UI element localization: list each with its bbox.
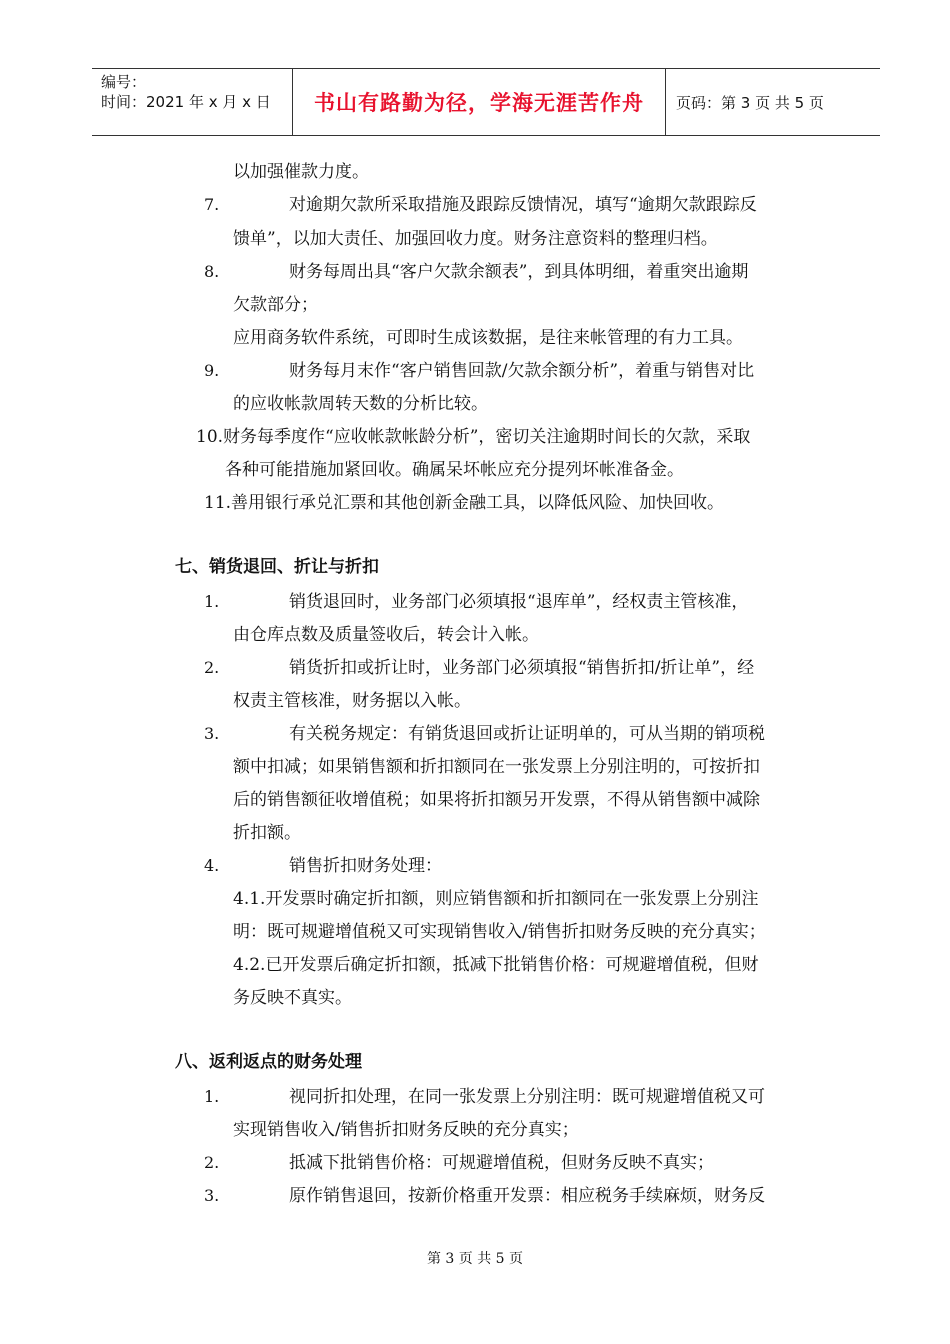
s7-item-2-line-1: 销货折扣或折让时，业务部门必须填报“销售折扣/折让单”，经 <box>289 658 755 678</box>
item-9-line-2: 的应收帐款周转天数的分析比较。 <box>233 394 488 414</box>
page-header <box>92 68 880 136</box>
s7-item-4-line-3: 明：既可规避增值税又可实现销售收入/销售折扣财务反映的充分真实； <box>233 922 766 942</box>
item-11-line-1: 11.善用银行承兑汇票和其他创新金融工具，以降低风险、加快回收。 <box>204 493 725 513</box>
page-footer: 第 3 页 共 5 页 <box>426 1251 524 1267</box>
item-number: 3. <box>204 724 220 743</box>
header-motto-cell <box>293 69 666 135</box>
item-10-line-2: 各种可能措施加紧回收。确属呆坏帐应充分提列坏帐准备金。 <box>225 460 684 480</box>
continued-line: 以加强催款力度。 <box>233 162 369 182</box>
header-page-cell <box>666 69 880 135</box>
item-number: 2. <box>204 1153 220 1172</box>
header-page-info: 页码：第 3 页 共 5 页 <box>676 93 824 112</box>
s7-item-1-line-2: 由仓库点数及质量签收后，转会计入帐。 <box>233 625 539 645</box>
item-number: 3. <box>204 1186 220 1205</box>
s8-item-3-line-1: 原作销售退回，按新价格重开发票：相应税务手续麻烦，财务反 <box>289 1186 765 1206</box>
header-motto: 书山有路勤为径，学海无涯苦作舟 <box>314 91 644 115</box>
s7-item-2-line-2: 权责主管核准，财务据以入帐。 <box>233 691 471 711</box>
s7-item-3-line-4: 折扣额。 <box>233 823 301 843</box>
s7-item-4-line-5: 务反映不真实。 <box>233 988 352 1008</box>
item-number: 2. <box>204 658 220 677</box>
s7-item-3-line-1: 有关税务规定：有销货退回或折让证明单的，可从当期的销项税 <box>289 724 765 744</box>
section-8-heading: 八、返利返点的财务处理 <box>175 1052 362 1072</box>
item-number: 7. <box>204 195 220 214</box>
item-7-line-1: 对逾期欠款所采取措施及跟踪反馈情况，填写“逾期欠款跟踪反 <box>289 195 757 215</box>
doc-code-label: 编号： <box>101 73 147 91</box>
item-7-line-2: 馈单”，以加大责任、加强回收力度。财务注意资料的整理归档。 <box>233 229 718 249</box>
item-number: 1. <box>204 1087 220 1106</box>
item-8-line-3: 应用商务软件系统，可即时生成该数据，是往来帐管理的有力工具。 <box>233 328 743 348</box>
s7-item-4-line-4: 4.2.已开发票后确定折扣额，抵减下批销售价格：可规避增值税，但财 <box>233 955 759 975</box>
s8-item-1-line-1: 视同折扣处理，在同一张发票上分别注明：既可规避增值税又可 <box>289 1087 765 1107</box>
s8-item-2-line-1: 抵减下批销售价格：可规避增值税，但财务反映不真实； <box>289 1153 714 1173</box>
item-9-line-1: 财务每月末作“客户销售回款/欠款余额分析”，着重与销售对比 <box>289 361 755 381</box>
item-8-line-2: 欠款部分； <box>233 295 318 315</box>
item-8-line-1: 财务每周出具“客户欠款余额表”，到具体明细，着重突出逾期 <box>289 262 749 282</box>
doc-time-label: 时间：2021 年 x 月 x 日 <box>101 93 271 111</box>
item-10-line-1: 10.财务每季度作“应收帐款帐龄分析”，密切关注逾期时间长的欠款，采取 <box>196 427 751 447</box>
s7-item-4-line-2: 4.1.开发票时确定折扣额，则应销售额和折扣额同在一张发票上分别注 <box>233 889 759 909</box>
s7-item-4-line-1: 销售折扣财务处理： <box>289 856 442 876</box>
s7-item-1-line-1: 销货退回时，业务部门必须填报“退库单”，经权责主管核准， <box>289 592 749 612</box>
section-7-heading: 七、销货退回、折让与折扣 <box>175 557 379 577</box>
s7-item-3-line-3: 后的销售额征收增值税；如果将折扣额另开发票，不得从销售额中减除 <box>233 790 760 810</box>
s7-item-3-line-2: 额中扣减；如果销售额和折扣额同在一张发票上分别注明的，可按折扣 <box>233 757 760 777</box>
item-number: 1. <box>204 592 220 611</box>
header-meta-cell <box>92 69 293 135</box>
item-number: 8. <box>204 262 220 281</box>
s8-item-1-line-2: 实现销售收入/销售折扣财务反映的充分真实； <box>233 1120 579 1140</box>
item-number: 4. <box>204 856 220 875</box>
item-number: 9. <box>204 361 220 380</box>
